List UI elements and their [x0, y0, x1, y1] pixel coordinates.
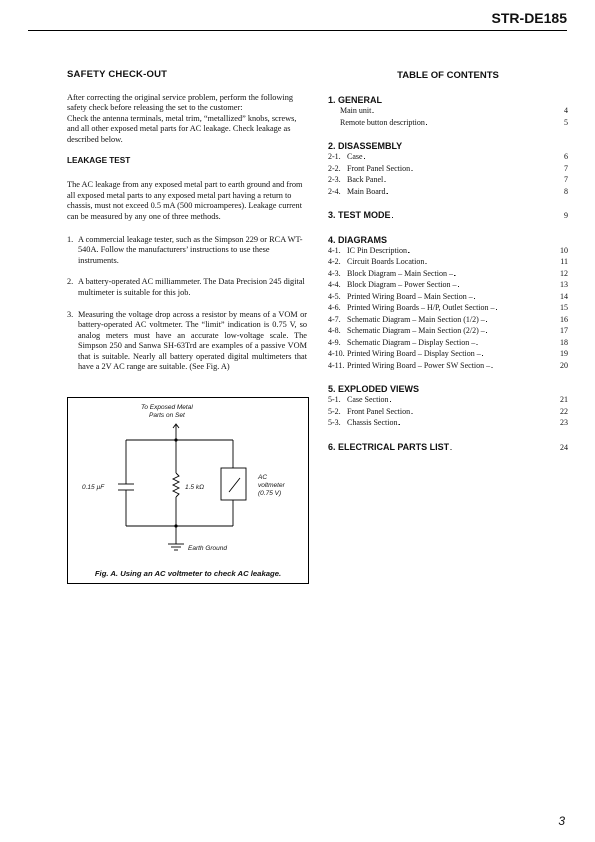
capacitor-label: 0.15 µF: [82, 484, 105, 491]
toc-section-title: 5. EXPLODED VIEWS: [328, 384, 420, 394]
toc-section-test-mode: [328, 210, 568, 223]
voltmeter-label: AC voltmeter (0.75 V): [258, 474, 285, 497]
leakage-test-title: LEAKAGE TEST: [67, 155, 131, 165]
page-number: 3: [558, 814, 565, 828]
toc-entry[interactable]: 2-2. Front Panel Section . . . 7: [328, 164, 568, 176]
method-number: 3.: [67, 309, 74, 319]
figure-a: [67, 397, 309, 584]
toc-entry[interactable]: 4-4. Block Diagram – Power Section – . . . 13: [328, 280, 568, 292]
toc-entry[interactable]: 4-9. Schematic Diagram – Display Section – . . . 18: [328, 338, 568, 350]
toc-entry[interactable]: 4-2. Circuit Boards Location . . . 11: [328, 257, 568, 269]
toc-entry[interactable]: 4-7. Schematic Diagram – Main Section (1/2) – . . . 16: [328, 315, 568, 327]
exposed-metal-label: To Exposed Metal Parts on Set: [141, 404, 193, 419]
toc-entry[interactable]: 5-1. Case Section . . . 21: [328, 395, 568, 407]
method-number: 2.: [67, 277, 74, 287]
toc-entry[interactable]: 4-3. Block Diagram – Main Section – . . . 12: [328, 269, 568, 281]
model-number: STR-DE185: [491, 10, 567, 26]
toc-entry[interactable]: 2-1. Case . . . 6: [328, 152, 568, 164]
toc-entry[interactable]: 4-5. Printed Wiring Board – Main Section – . . . 14: [328, 292, 568, 304]
toc-entry[interactable]: 4-10. Printed Wiring Board – Display Section – . . . 19: [328, 349, 568, 361]
toc-title: TABLE OF CONTENTS: [397, 70, 499, 81]
safety-intro-2: Check the antenna terminals, metal trim, “metallized” knobs, screws, and all other exposed metal parts for AC leakage. Check leakage as described below.: [67, 113, 297, 144]
leakage-test-text: The AC leakage from any exposed metal part to earth ground and from all exposed metal parts to any exposed metal part having a return to chassis, must not exceed 0.5 mA (500 microamperes). Leakage current can be measured by any one of three methods.: [67, 180, 303, 221]
toc-section-title: 4. DIAGRAMS: [328, 234, 388, 245]
method-item: [67, 310, 307, 374]
toc-entry[interactable]: 4-11. Printed Wiring Board – Power SW Section – . . . 20: [328, 361, 568, 373]
toc-entry[interactable]: 3. TEST MODE . . . 9: [328, 210, 568, 223]
toc-entry[interactable]: 5-2. Front Panel Section . . . 22: [328, 407, 568, 419]
toc-entry[interactable]: 2-3. Back Panel . . . 7: [328, 175, 568, 187]
toc-entry[interactable]: 5-3. Chassis Section . . . 23: [328, 418, 568, 430]
method-item: [67, 277, 307, 298]
toc-entry[interactable]: 2-4. Main Board . . . 8: [328, 187, 568, 199]
toc-entry[interactable]: Main unit . . . 4: [328, 106, 568, 118]
safety-intro-1: After correcting the original service problem, perform the following safety check before releasing the set to the customer:: [67, 92, 294, 113]
method-text: A battery-operated AC milliammeter. The Data Precision 245 digital multimeter is suitable for this job.: [78, 277, 305, 297]
safety-title: SAFETY CHECK-OUT: [67, 69, 168, 80]
figure-caption: Fig. A. Using an AC voltmeter to check AC leakage.: [94, 569, 282, 578]
toc-section-exploded-views: [328, 384, 568, 430]
method-item: [67, 235, 307, 267]
safety-checkout-column: [67, 70, 307, 384]
toc-section-title: 1. GENERAL: [328, 95, 383, 105]
toc-section-general: [328, 95, 568, 129]
toc-section-disassembly: [328, 141, 568, 198]
header-rule: [28, 30, 567, 31]
toc-section-diagrams: [328, 235, 568, 373]
toc-section-parts-list: [328, 442, 568, 455]
table-of-contents: [328, 70, 568, 466]
toc-entry[interactable]: 4-1. IC Pin Description . . . 10: [328, 246, 568, 258]
toc-entry[interactable]: Remote button description . . . 5: [328, 118, 568, 130]
earth-ground-label: Earth Ground: [188, 545, 228, 552]
toc-entry[interactable]: 4-6. Printed Wiring Boards – H/P, Outlet Section – . . . 15: [328, 303, 568, 315]
method-text: A commercial leakage tester, such as the Simpson 229 or RCA WT-540A. Follow the manufacturers’ instructions to use these instruments.: [78, 234, 303, 265]
resistor-label: 1.5 kΩ: [185, 484, 205, 491]
method-text: Measuring the voltage drop across a resistor by means of a VOM or battery-operated AC voltmeter. The “limit” indication is 0.75 V, so analog meters must have an accurate low-voltage scale. The Simpson 250 and Sanwa SH-63Trd are examples of a passive VOM that is suitable. Nearly all battery operated digital multimeters that have a 2V AC range are suitable. (See Fig. A): [78, 309, 307, 372]
toc-section-title: 2. DISASSEMBLY: [328, 141, 403, 151]
method-number: 1.: [67, 234, 74, 244]
toc-entry[interactable]: 6. ELECTRICAL PARTS LIST . . . 24: [328, 442, 568, 455]
toc-entry[interactable]: 4-8. Schematic Diagram – Main Section (2/2) – . . . 17: [328, 326, 568, 338]
